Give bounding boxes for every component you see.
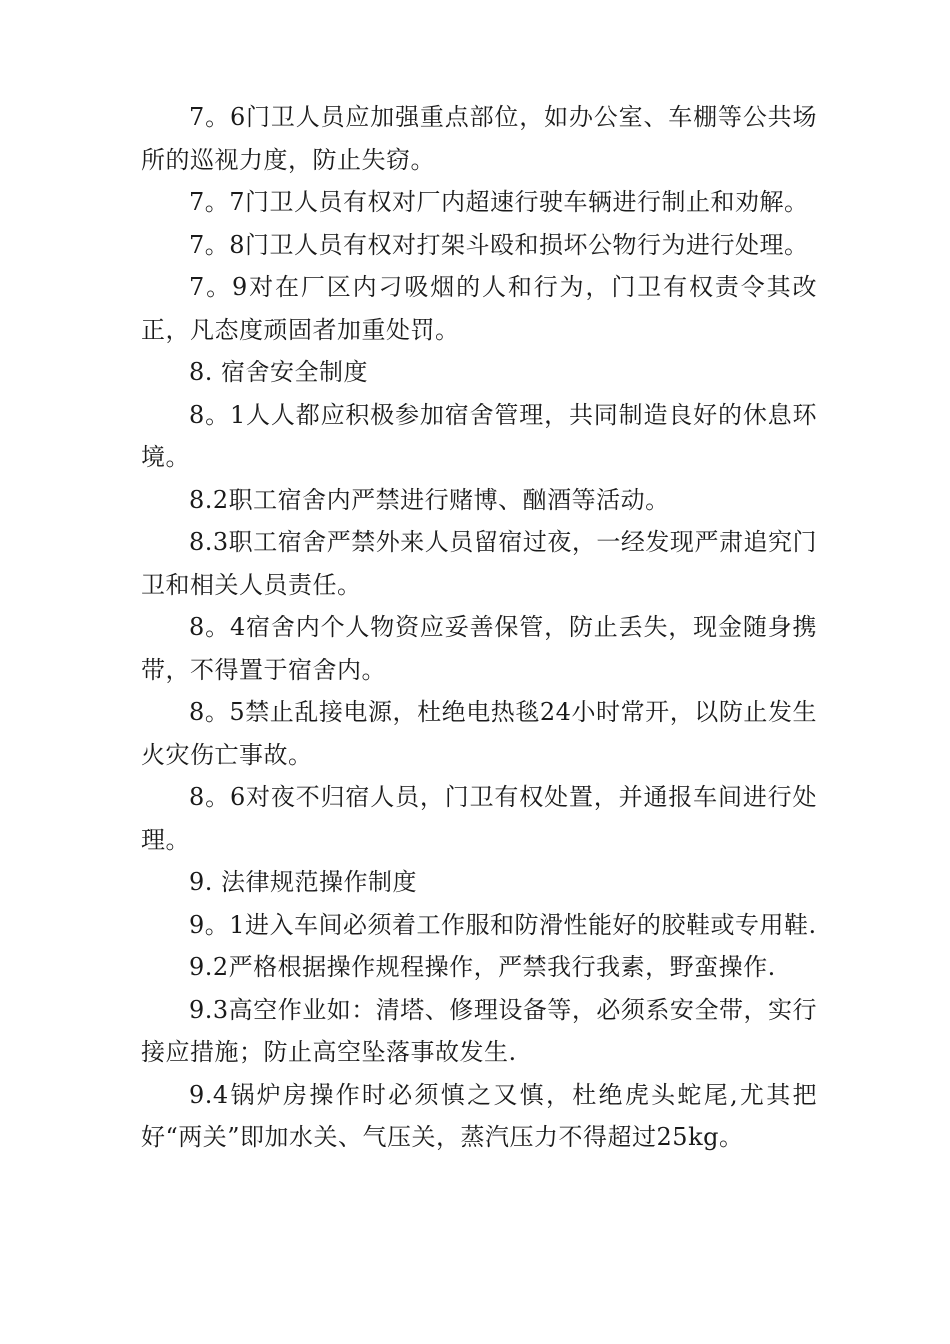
section-heading-8: 8. 宿舍安全制度 — [189, 358, 369, 386]
paragraph-7-7: 7。7门卫人员有权对厂内超速行驶车辆进行制止和劝解。 — [189, 188, 809, 216]
paragraph-7-9: 7。9对在厂区内刁吸烟的人和行为，门卫有权责令其改正，凡态度顽固者加重处罚。 — [141, 273, 817, 344]
paragraph-8-6: 8。6对夜不归宿人员，门卫有权处置，并通报车间进行处理。 — [141, 783, 817, 854]
paragraph-9-1: 9。1进入车间必须着工作服和防滑性能好的胶鞋或专用鞋. — [189, 910, 817, 939]
document-page — [141, 96, 817, 1159]
paragraph-8-5: 8。5禁止乱接电源，杜绝电热毯24小时常开，以防止发生火灾伤亡事故。 — [141, 698, 817, 769]
paragraph-8-2: 8.2职工宿舍内严禁进行赌博、酗酒等活动。 — [189, 485, 670, 514]
paragraph-8-4: 8。4宿舍内个人物资应妥善保管，防止丢失，现金随身携带，不得置于宿舍内。 — [141, 613, 817, 684]
paragraph-8-1: 8。1人人都应积极参加宿舍管理，共同制造良好的休息环境。 — [141, 400, 817, 471]
paragraph-7-8: 7。8门卫人员有权对打架斗殴和损坏公物行为进行处理。 — [189, 230, 809, 259]
paragraph-8-3: 8.3职工宿舍严禁外来人员留宿过夜，一经发现严肃追究门卫和相关人员责任。 — [141, 528, 817, 599]
section-heading-9: 9. 法律规范操作制度 — [189, 868, 418, 896]
paragraph-9-4: 9.4锅炉房操作时必须慎之又慎，杜绝虎头蛇尾,尤其把好“两关”即加水关、气压关，蒸汽压力不得超过25kg。 — [141, 1080, 817, 1151]
paragraph-9-3: 9.3高空作业如：清塔、修理设备等，必须系安全带，实行接应措施；防止高空坠落事故发生. — [141, 995, 817, 1066]
paragraph-9-2: 9.2严格根据操作规程操作，严禁我行我素，野蛮操作. — [189, 953, 776, 981]
paragraph-7-6: 7。6门卫人员应加强重点部位，如办公室、车棚等公共场所的巡视力度，防止失窃。 — [141, 103, 817, 174]
